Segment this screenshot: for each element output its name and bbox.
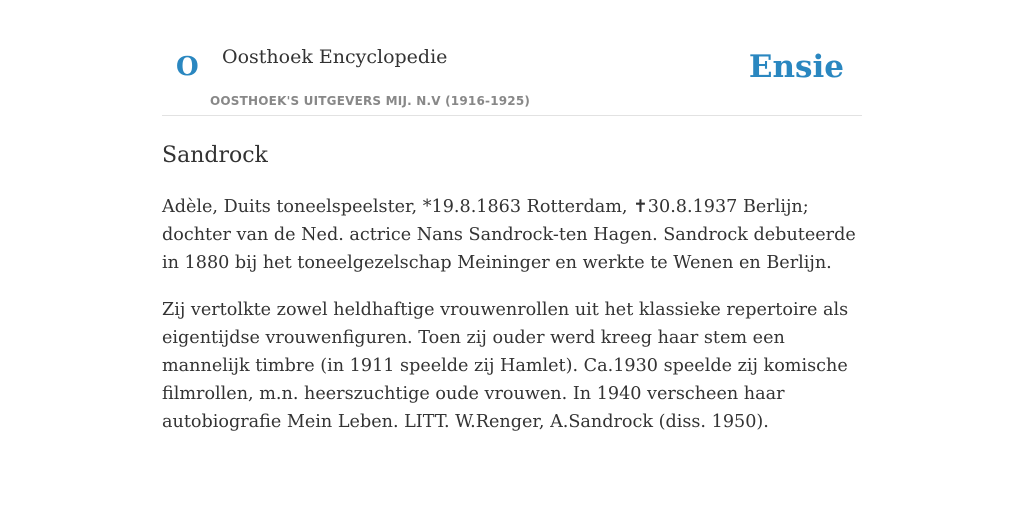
page-container (162, 0, 862, 436)
ensie-brand-logo[interactable]: Ensie (748, 49, 844, 85)
site-header (162, 0, 862, 116)
encyclopedia-logo[interactable]: O (176, 52, 199, 82)
article-title: Sandrock (162, 143, 268, 168)
publisher-subtitle: OOSTHOEK'S UITGEVERS MIJ. N.V (1916-1925) (210, 94, 531, 108)
article-paragraph-2: Zij vertolkte zowel heldhaftige vrouwenrollen uit het klassieke repertoire als eigentijdse vrouwenfiguren. Toen zij ouder werd kreeg haar stem een mannelijk timbre (in 1911 speelde zij Hamlet). Ca.1930 speelde zij komische filmrollen, m.n. heerszuchtige oude vrouwen. In 1940 verscheen haar autobiografie Mein Leben. LITT. W.Renger, A.Sandrock (diss. 1950). (162, 299, 849, 432)
encyclopedia-title-link[interactable]: Oosthoek Encyclopedie (222, 46, 448, 68)
article-paragraph-1: Adèle, Duits toneelspeelster, *19.8.1863 Rotterdam, ✝30.8.1937 Berlijn; dochter van de Ned. actrice Nans Sandrock-ten Hagen. Sandrock debuteerde in 1880 bij het toneelgezelschap Meininger en werkte te Wenen en Berlijn. (162, 196, 856, 273)
